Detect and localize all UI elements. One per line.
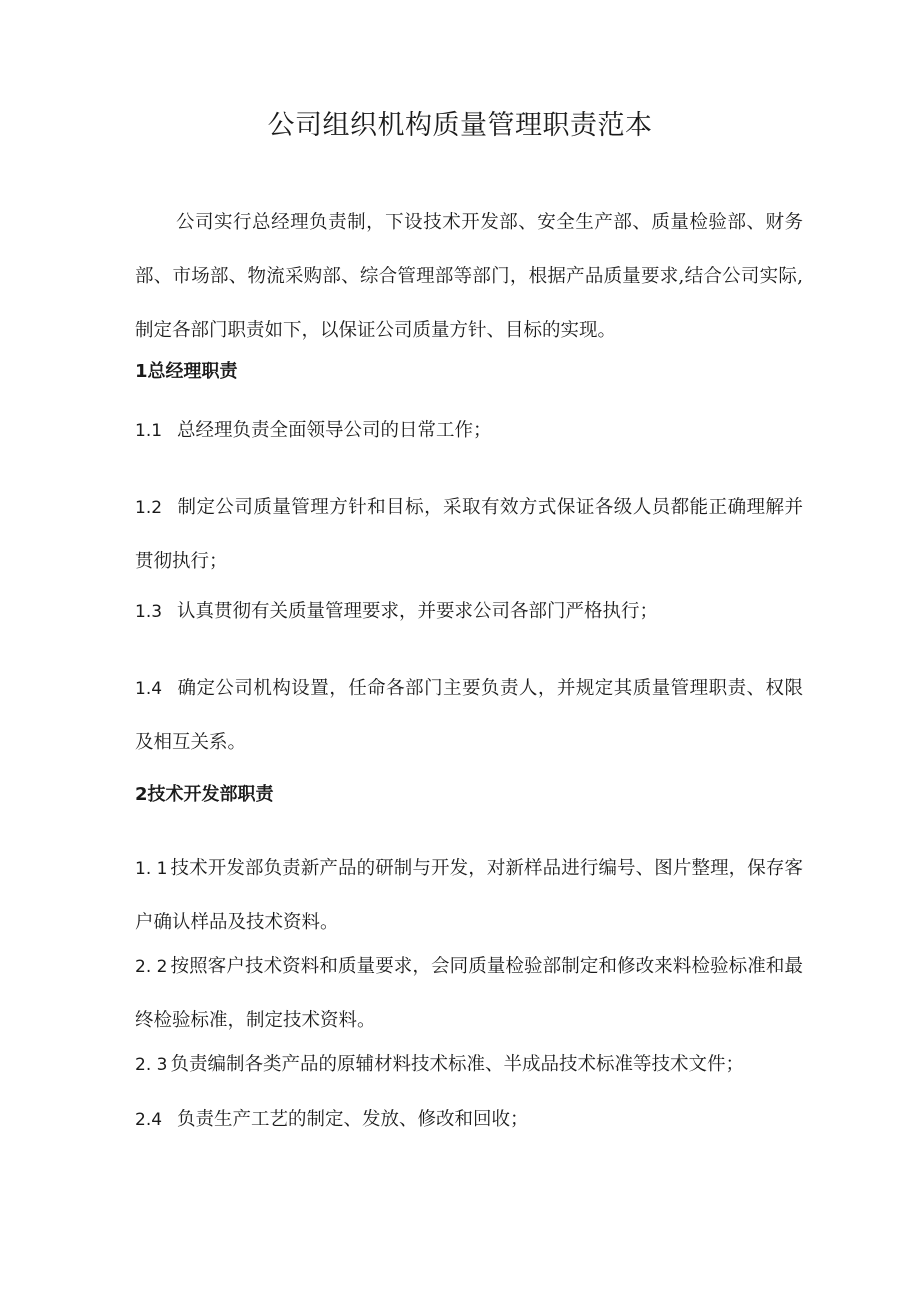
document-title: 公司组织机构质量管理职责范本 — [267, 110, 653, 141]
list-item — [135, 842, 803, 950]
item-text: 技术开发部负责新产品的研制与开发，对新样品进行编号、图片整理，保存客户确认样品及技术资料。 — [135, 858, 803, 933]
item-text: 确定公司机构设置，任命各部门主要负责人，并规定其质量管理职责、权限及相互关系。 — [135, 678, 803, 753]
list-item — [135, 481, 803, 589]
item-number: 1.4 — [135, 679, 163, 699]
intro-paragraph: 公司实行总经理负责制，下设技术开发部、安全生产部、质量检验部、财务部、市场部、物流采购部、综合管理部等部门，根据产品质量要求,结合公司实际,制定各部门职责如下，以保证公司质量方针、目标的实现。 — [135, 212, 803, 341]
item-number: 1.2 — [135, 498, 163, 518]
list-item — [135, 585, 803, 639]
item-number: 1.3 — [135, 602, 163, 622]
list-item — [135, 940, 803, 1048]
item-text: 负责编制各类产品的原辅材料技术标准、半成品技术标准等技术文件； — [170, 1054, 744, 1075]
section-heading-general-manager: 1总经理职责 — [135, 361, 238, 382]
item-text: 认真贯彻有关质量管理要求，并要求公司各部门严格执行； — [177, 601, 659, 622]
item-number: 1.1 — [135, 421, 163, 441]
item-text: 按照客户技术资料和质量要求，会同质量检验部制定和修改来料检验标准和最终检验标准，制定技术资料。 — [135, 956, 803, 1031]
list-item — [135, 404, 803, 458]
list-item — [135, 1093, 803, 1147]
item-number: 2. 2 — [135, 957, 168, 977]
item-text: 制定公司质量管理方针和目标，采取有效方式保证各级人员都能正确理解并贯彻执行； — [135, 497, 803, 572]
item-text: 负责生产工艺的制定、发放、修改和回收； — [177, 1109, 529, 1130]
section-heading-tech-dev: 2技术开发部职责 — [135, 784, 274, 805]
item-text: 总经理负责全面领导公司的日常工作； — [177, 420, 492, 441]
item-number: 2. 3 — [135, 1055, 168, 1075]
list-item — [135, 1038, 803, 1092]
list-item — [135, 662, 803, 770]
item-number: 2.4 — [135, 1110, 163, 1130]
item-number: 1. 1 — [135, 859, 168, 879]
